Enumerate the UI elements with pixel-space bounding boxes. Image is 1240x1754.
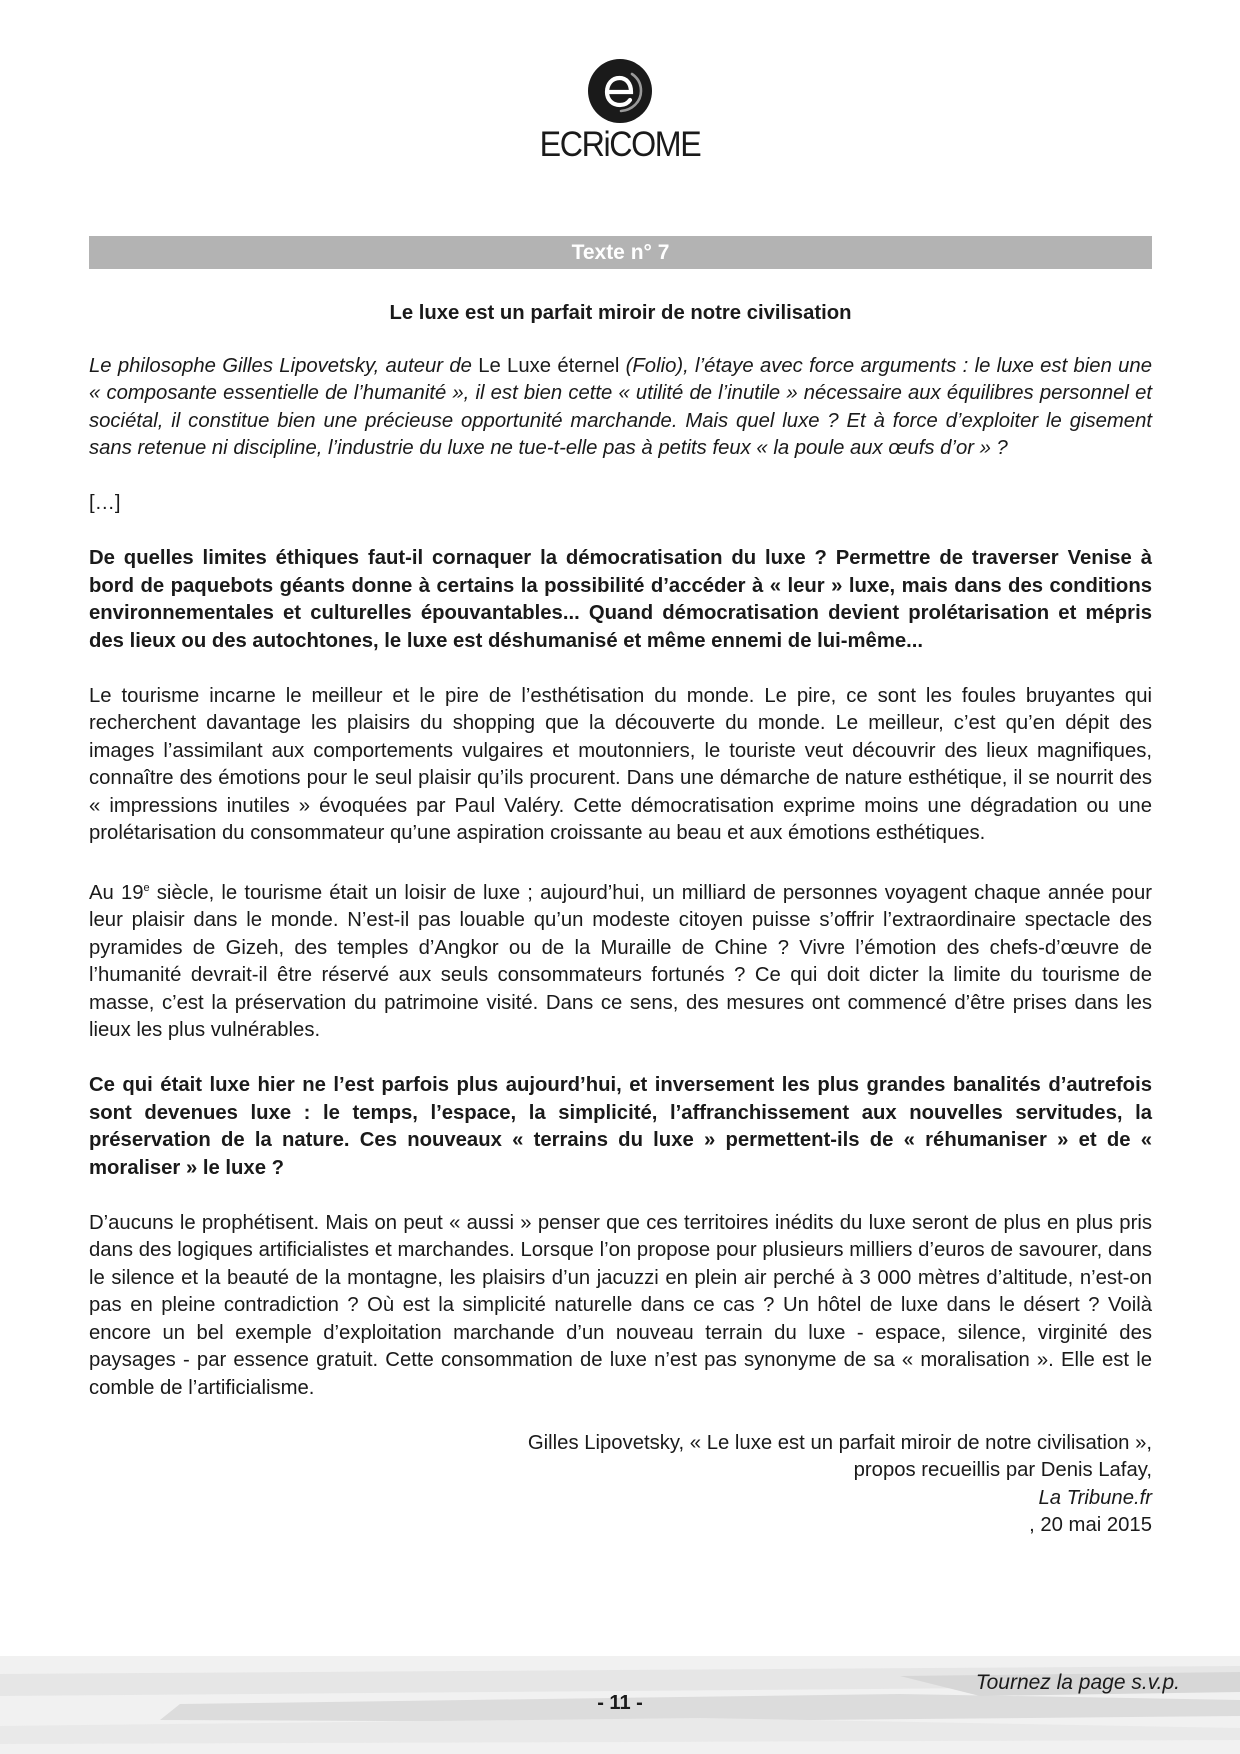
page-number: - 11 - <box>597 1692 643 1714</box>
logo-wordmark: ECRiCOME <box>539 125 701 164</box>
answer-paragraph-2 <box>89 875 1152 1045</box>
article-title: Le luxe est un parfait miroir de notre civilisation <box>389 302 852 324</box>
text-number-banner: Texte n° 7 <box>89 236 1152 269</box>
answer-2-rest: siècle, le tourisme était un loisir de luxe ; aujourd’hui, un milliard de personnes voyagent chaque année pour leur plaisir dans le monde. N’est-il pas louable qu’un modeste citoyen puisse s’offrir l’extraordinaire spectacle des pyramides de Gizeh, des temples d’Angkor ou de la Muraille de Chine ? Vivre l’émotion des chefs-d’œuvre de l’humanité devrait-il être réservé aux seuls consommateurs fortunés ? Ce qui doit dicter la limite du tourisme de masse, c’est la préservation du patrimoine visité. Dans ce sens, des mesures ont commencé d’être prises dans les lieux les plus vulnérables. <box>89 881 1152 1042</box>
intro-paragraph <box>89 353 1152 463</box>
turn-page-note: Tournez la page s.v.p. <box>975 1671 1180 1694</box>
ellipsis-marker: […] <box>89 492 121 514</box>
century-superscript: e <box>143 882 150 894</box>
intro-text-end: (Folio), l’étaye avec force arguments : le luxe est bien une « composante essentielle de l’humanité », il est bien cette « utilité de l’inutile » nécessaire aux équilibres personnel et sociétal, il constitue bien une précieuse opportunité marchande. Mais quel luxe ? Et à force d’exploiter le gisement sans retenue ni discipline, l’industrie du luxe ne tue-t-elle pas à petits feux « la poule aux œufs d’or » ? <box>89 354 1152 459</box>
source-line-2 <box>89 1457 1152 1540</box>
source-date: , 20 mai 2015 <box>1029 1514 1152 1537</box>
ecricome-e-icon <box>587 58 653 124</box>
source-interviewer: propos recueillis par Denis Lafay, <box>853 1459 1152 1482</box>
source-line-1: Gilles Lipovetsky, « Le luxe est un parfait miroir de notre civilisation », <box>527 1431 1152 1454</box>
book-title: Le Luxe éternel <box>478 354 620 377</box>
question-paragraph-1: De quelles limites éthiques faut-il cornaquer la démocratisation du luxe ? Permettre de traverser Venise à bord de paquebots géants donne à certains la possibilité d’accéder à « leur » luxe, mais dans des conditions environnementales et culturelles épouvantables... Quand démocratisation devient prolétarisation et mépris des lieux ou des autochtones, le luxe est déshumanisé et même ennemi de lui-même... <box>89 547 1152 652</box>
answer-paragraph-1: Le tourisme incarne le meilleur et le pire de l’esthétisation du monde. Le pire, ce sont les foules bruyantes qui recherchent davantage les plaisirs du shopping que la découverte du monde. Le meilleur, c’est qu’en dépit des images l’assimilant aux comportements vulgaires et moutonniers, le touriste veut découvrir des lieux magnifiques, connaître des émotions pour le seul plaisir qu’ils procurent. Dans une démarche de nature esthétique, il se nourrit des « impressions inutiles » évoquées par Paul Valéry. Cette démocratisation exprime moins une dégradation ou une prolétarisation du consommateur qu’une aspiration croissante au beau et aux émotions esthétiques. <box>89 684 1152 844</box>
answer-2-start: Au 19 <box>89 881 144 904</box>
question-paragraph-2: Ce qui était luxe hier ne l’est parfois plus aujourd’hui, et inversement les plus grandes banalités d’autrefois sont devenues luxe : le temps, l’espace, la simplicité, l’affranchissement aux nouvelles servitudes, la préservation de la nature. Ces nouveaux « terrains du luxe » permettent-ils de « réhumaniser » et de « moraliser » le luxe ? <box>89 1074 1152 1179</box>
source-publication: La Tribune.fr <box>1038 1486 1152 1509</box>
source-citation <box>89 1430 1152 1540</box>
ecricome-logo <box>0 58 1240 165</box>
article-body <box>89 300 1152 1567</box>
intro-text-start: Le philosophe Gilles Lipovetsky, auteur de <box>89 354 479 377</box>
answer-paragraph-3: D’aucuns le prophétisent. Mais on peut « aussi » penser que ces territoires inédits du luxe seront de plus en plus pris dans des logiques artificialistes et marchandes. Lorsque l’on propose pour plusieurs milliers d’euros de savourer, dans le silence et la beauté de la montagne, les plaisirs d’un jacuzzi en plein air perché à 3 000 mètres d’altitude, n’est-on pas en pleine contradiction ? Où est la simplicité naturelle dans ce cas ? Un hôtel de luxe dans le désert ? Voilà encore un bel exemple d’exploitation marchande d’un nouveau terrain du luxe - espace, silence, virginité des paysages - par essence gratuit. Cette consommation de luxe n’est pas synonyme de sa « moralisation ». Elle est le comble de l’artificialisme. <box>89 1211 1152 1399</box>
